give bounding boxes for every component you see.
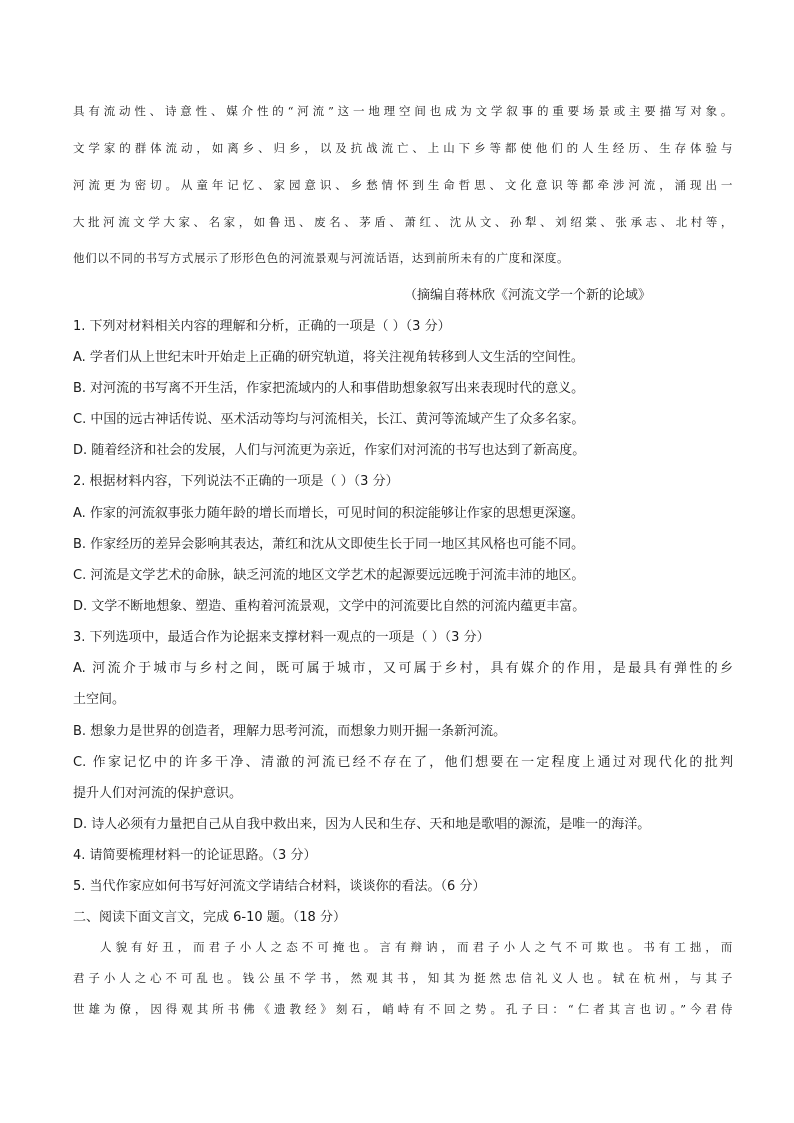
classical-text-line-1: 人貌有好丑，而君子小人之态不可掩也。言有辩讷，而君子小人之气不可欺也。书有工拙，而 <box>100 940 733 954</box>
passage-line-2: 文学家的群体流动，如离乡、归乡，以及抗战流亡、上山下乡等都使他们的人生经历、生存体验与 <box>73 141 733 155</box>
question-3-stem: 3. 下列选项中，最适合作为论据来支撑材料一观点的一项是（ ）（3 分） <box>73 630 490 645</box>
question-3-option-a-line-2: 土空间。 <box>73 692 126 707</box>
question-3-option-b: B. 想象力是世界的创造者，理解力思考河流，而想象力则开掘一条新河流。 <box>73 724 507 739</box>
question-2-option-b: B. 作家经历的差异会影响其表达，萧红和沈从文即使生长于同一地区其风格也可能不同。 <box>73 537 585 552</box>
passage-line-4: 大批河流文学大家、名家，如鲁迅、废名、茅盾、萧红、沈从文、孙犁、刘绍棠、张承志、北村等， <box>73 215 733 229</box>
question-2-option-a: A. 作家的河流叙事张力随年龄的增长而增长，可见时间的积淀能够让作家的思想更深邃。 <box>73 506 584 521</box>
passage-line-1: 具有流动性、诗意性、媒介性的“河流”这一地理空间也成为文学叙事的重要场景或主要描写对象。 <box>73 104 733 118</box>
question-2-option-d: D. 文学不断地想象、塑造、重构着河流景观，文学中的河流要比自然的河流内蕴更丰富。 <box>73 599 586 614</box>
question-3-option-a-line-1: A. 河流介于城市与乡村之间，既可属于城市，又可属于乡村，具有媒介的作用，是最具有弹性的乡 <box>73 661 733 676</box>
passage-line-3: 河流更为密切。从童年记忆、家园意识、乡愁情怀到生命哲思、文化意识等都牵涉河流，涌现出一 <box>73 178 733 192</box>
question-1-option-c: C. 中国的远古神话传说、巫术活动等均与河流相关，长江、黄河等流域产生了众多名家。 <box>73 412 585 427</box>
question-2-option-c: C. 河流是文学艺术的命脉，缺乏河流的地区文学艺术的起源要远远晚于河流丰沛的地区。 <box>73 568 585 583</box>
classical-text-line-3: 世雄为僚，因得观其所书佛《遗教经》刻石，峭峙有不回之势。孔子曰：“仁者其言也讱。”今君侍 <box>73 1002 733 1016</box>
question-5: 5. 当代作家应如何书写好河流文学请结合材料，谈谈你的看法。（6 分） <box>73 879 486 894</box>
passage-line-5: 他们以不同的书写方式展示了形形色色的河流景观与河流话语，达到前所未有的广度和深度。 <box>73 251 570 265</box>
passage-source: （摘编自蒋林欣《河流文学一个新的论域》 <box>404 288 652 303</box>
question-2-stem: 2. 根据材料内容，下列说法不正确的一项是（ ）（3 分） <box>73 474 399 489</box>
question-3-option-c-line-1: C. 作家记忆中的许多干净、清澈的河流已经不存在了，他们想要在一定程度上通过对现代化的批判 <box>73 755 733 770</box>
classical-text-line-2: 君子小人之心不可乱也。钱公虽不学书，然观其书，知其为挺然忠信礼义人也。轼在杭州，与其子 <box>73 971 733 985</box>
question-3-option-c-line-2: 提升人们对河流的保护意识。 <box>73 786 243 801</box>
question-1-option-d: D. 随着经济和社会的发展，人们与河流更为亲近，作家们对河流的书写也达到了新高度。 <box>73 443 586 458</box>
question-1-option-a: A. 学者们从上世纪末叶开始走上正确的研究轨道，将关注视角转移到人文生活的空间性。 <box>73 350 584 365</box>
question-1-stem: 1. 下列对材料相关内容的理解和分析，正确的一项是（ ）（3 分） <box>73 319 451 334</box>
question-1-option-b: B. 对河流的书写离不开生活，作家把流域内的人和事借助想象叙写出来表现时代的意义。 <box>73 381 585 396</box>
question-3-option-d: D. 诗人必须有力量把自己从自我中救出来，因为人民和生存、天和地是歌唱的源流，是唯一的海洋。 <box>73 817 651 832</box>
question-4: 4. 请简要梳理材料一的论证思路。（3 分） <box>73 848 317 863</box>
section-2-heading: 二、阅读下面文言文，完成 6-10 题。（18 分） <box>73 910 346 925</box>
